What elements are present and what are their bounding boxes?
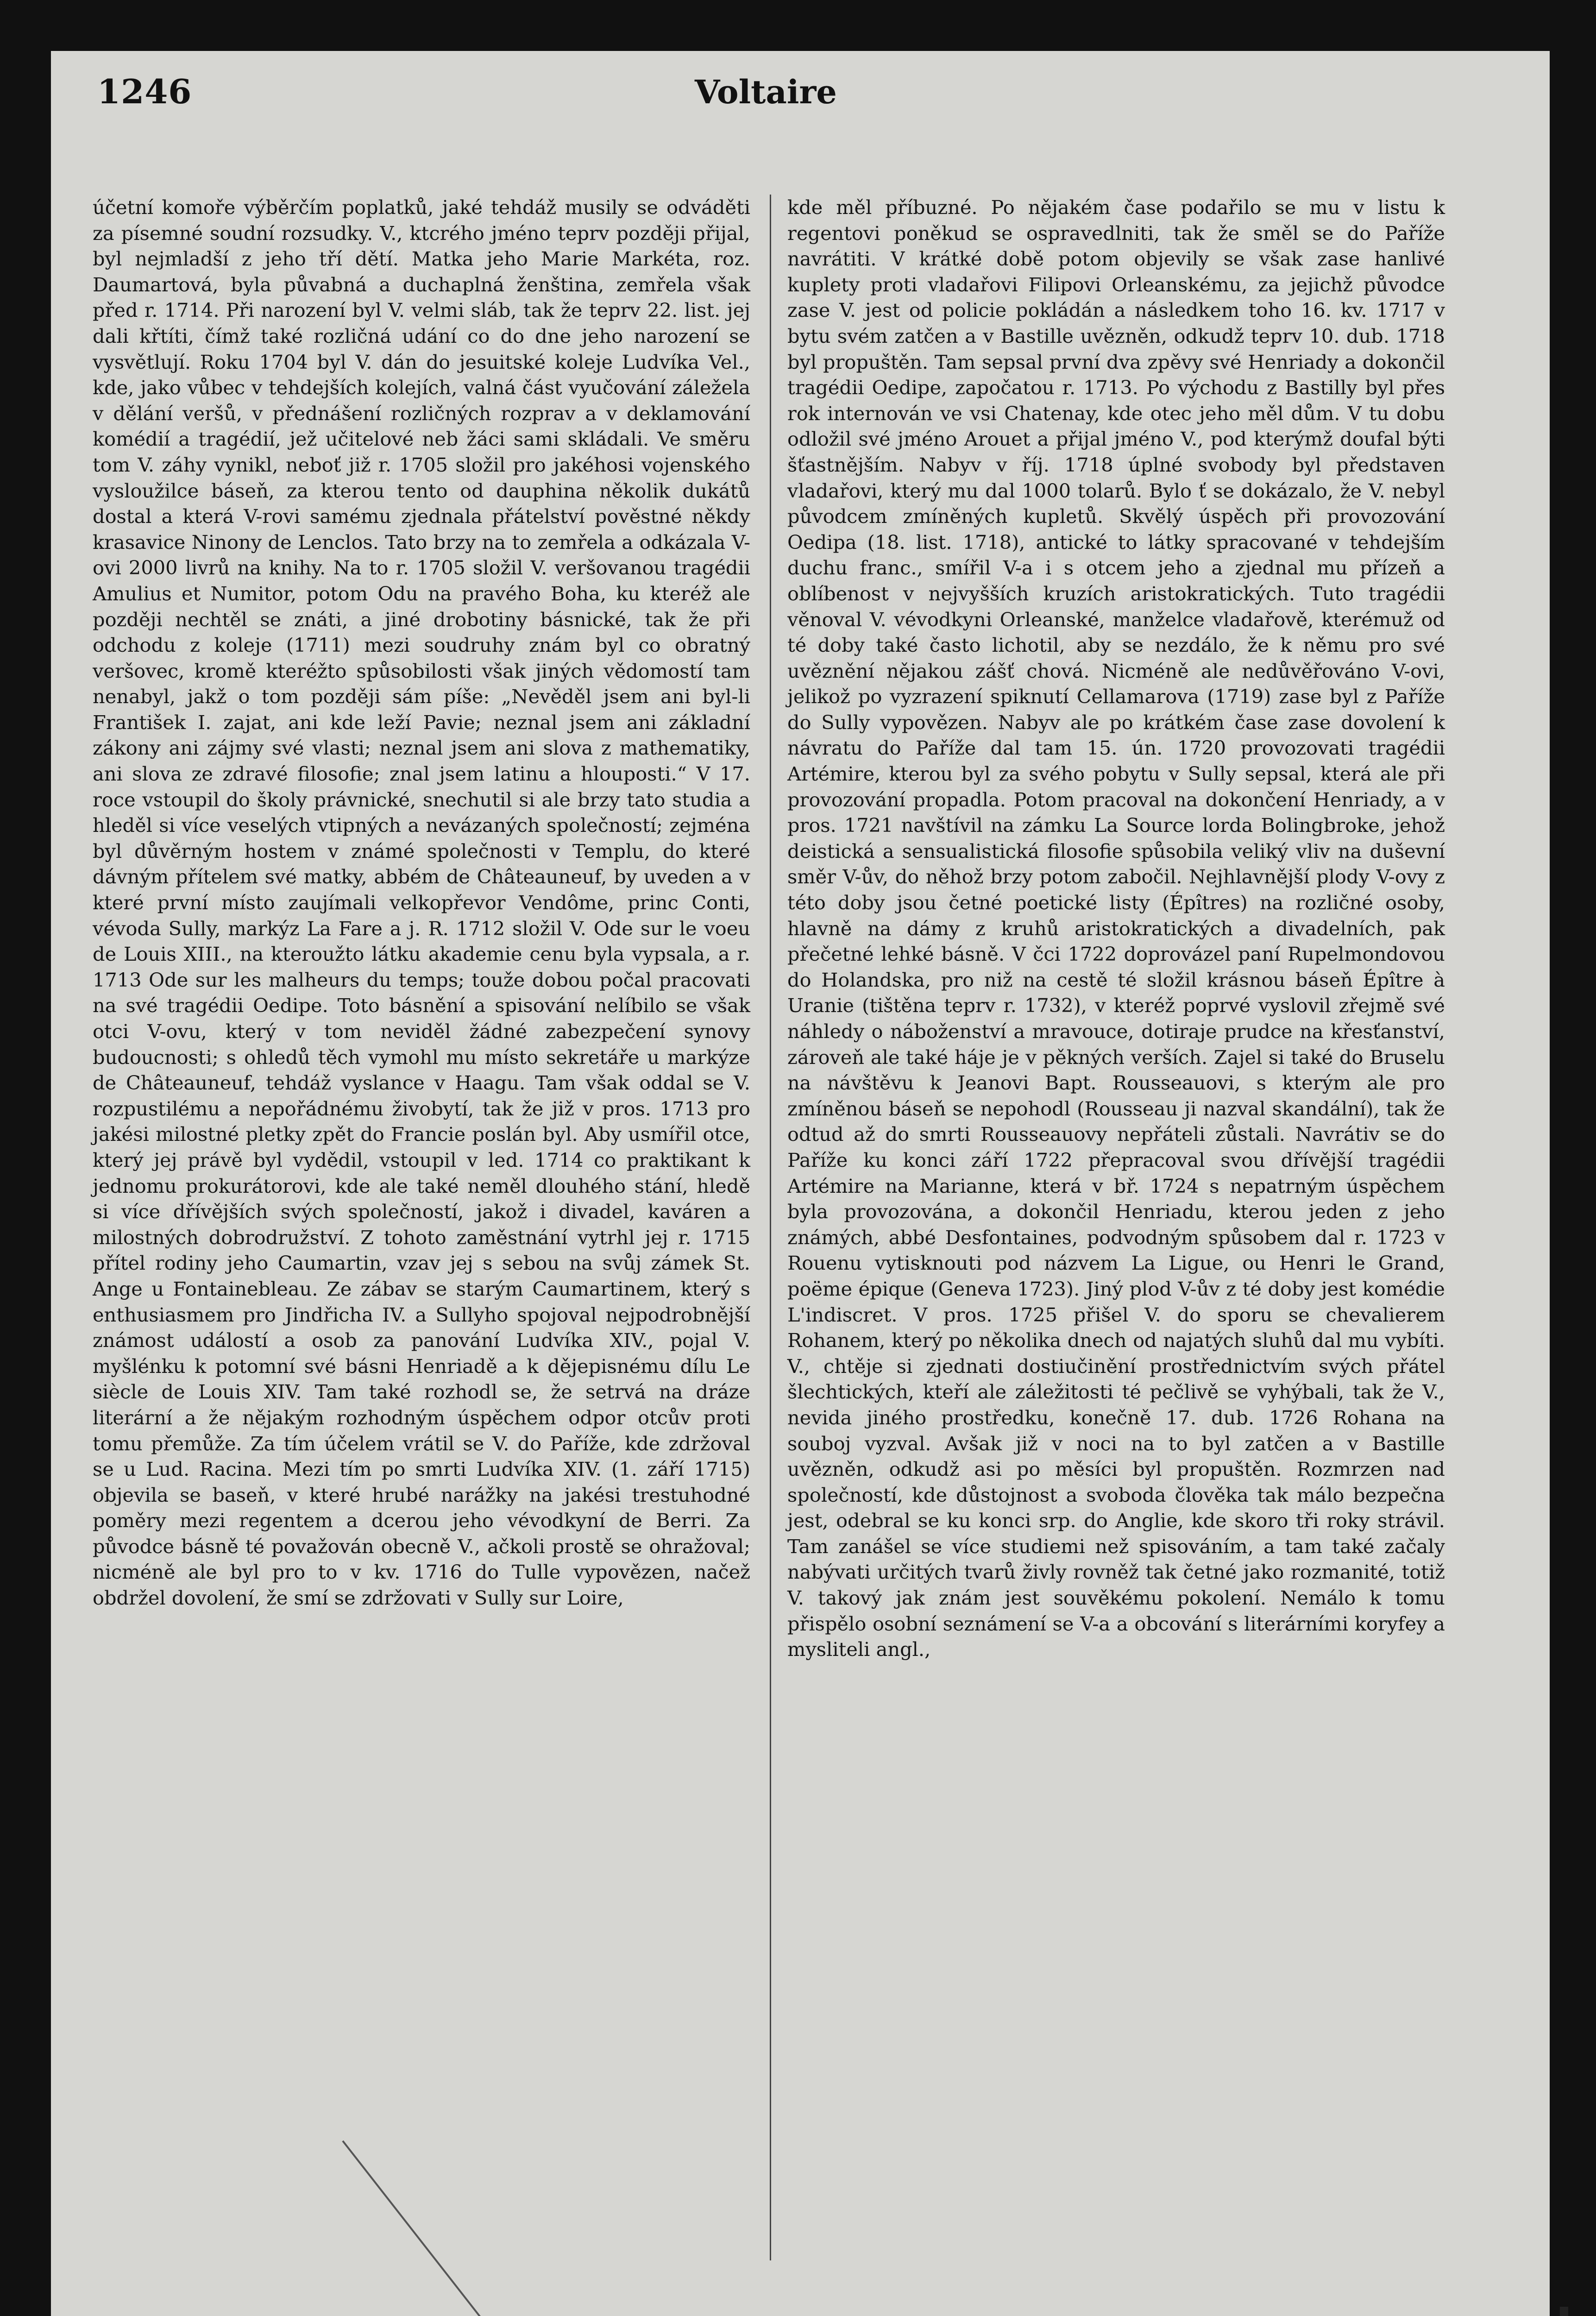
- text-column-right: [787, 195, 1445, 2256]
- page-header: [97, 72, 1440, 123]
- scan-edge-mark: [1560, 2307, 1568, 2316]
- column-text-right: kde měl příbuzné. Po nějakém čase podařilo se mu v listu k regentovi poněkud se ospravedlniti, tak že směl se do Paříže navrátiti. V krátké době potom objevily se však zase hanlivé kuplety proti vladařovi Filipovi Orleanskému, za jejichž původce zase V. jest od policie pokládán a následkem toho 16. kv. 1717 v bytu svém zatčen a v Bastille uvězněn, odkudž teprv 10. dub. 1718 byl propuštěn. Tam sepsal první dva zpěvy své Henriady a dokončil tragédii Oedipe, započatou r. 1713. Po východu z Bastilly byl přes rok internován ve vsi Chatenay, kde otec jeho měl dům. V tu dobu odložil své jméno Arouet a přijal jméno V., pod kterýmž doufal býti šťastnějším. Nabyv v říj. 1718 úplné svobody byl představen vladařovi, který mu dal 1000 tolarů. Bylo ť se dokázalo, že V. nebyl původcem zmíněných kupletů. Skvělý úspěch při provozování Oedipa (18. list. 1718), antické to látky spracované v tehdejším duchu franc., smířil V-a i s otcem jeho a zjednal mu přízeň a oblíbenost v nejvyšších kruzích aristokratických. Tuto tragédii věnoval V. vévodkyni Orleanské, manželce vladařově, kterémuž od té doby také často lichotil, aby se nezdálo, že k němu pro své uvěznění nějakou zášť chová. Nicméně ale nedůvěřováno V-ovi, jelikož po vyzrazení spiknutí Cellamarova (1719) zase byl z Paříže do Sully vypovězen. Nabyv ale po krátkém čase zase dovolení k návratu do Paříže dal tam 15. ún. 1720 provozovati tragédii Artémire, kterou byl za svého pobytu v Sully sepsal, která ale při provozování propadla. Potom pracoval na dokončení Henriady, a v pros. 1721 navštívil na zámku La Source lorda Bolingbroke, jehož deistická a sensualistická filosofie spůsobila veliký vliv na duševní směr V-ův, do něhož brzy potom zabočil. Nejhlavnější plody V-ovy z této doby jsou četné poetické listy (Épîtres) na rozličné osoby, hlavně na dámy z kruhů aristokratických a divadelních, pak přečetné lehké básně. V čci 1722 doprovázel paní Rupelmondovou do Holandska, pro niž na cestě té složil krásnou báseň Épître à Uranie (tištěna teprv r. 1732), v kteréž poprvé vyslovil zřejmě své náhledy o náboženství a mravouce, dotiraje prudce na křesťanství, zároveň ale také háje je v pěkných verších. Zajel si také do Bruselu na návštěvu k Jeanovi Bapt. Rousseauovi, s kterým ale pro zmíněnou báseň se nepohodl (Rousseau ji nazval skandální), tak že odtud až do smrti Rousseauovy nepřáteli zůstali. Navrátiv se do Paříže ku konci září 1722 přepracoval svou dřívější tragédii Artémire na Marianne, která v bř. 1724 s nepatrným úspěchem byla provozována, a dokončil Henriadu, kterou jeden z jeho známých, abbé Desfontaines, podvodným spůsobem dal r. 1723 v Rouenu vytisknouti pod názvem La Ligue, ou Henri le Grand, poëme épique (Geneva 1723). Jiný plod V-ův z té doby jest komédie L'indiscret. V pros. 1725 přišel V. do sporu se chevalierem Rohanem, který po několika dnech od najatých sluhů dal mu vybíti. V., chtěje si zjednati dostiučinění prostřednictvím svých přátel šlechtických, kteří ale záležitosti té pečlivě se vyhýbali, tak že V., nevida jiného prostředku, konečně 17. dub. 1726 Rohana na souboj vyzval. Avšak již v noci na to byl zatčen a v Bastille uvězněn, odkudž asi po měsíci byl propuštěn. Rozmrzen nad společností, kde důstojnost a svoboda člověka tak málo bezpečna jest, odebral se ku konci srp. do Anglie, kde skoro tři roky strávil. Tam zanášel se více studiemi než spisováním, a tam také začaly nabývati určitých tvarů živly rovněž tak četné jako rozmanité, totiž V. takový jak znám jest souvěkému pokolení. Nemálo k tomu přispělo osobní seznámení se V-a a obcování s literárními koryfey a mysliteli angl.,: [787, 196, 1445, 1661]
- column-divider: [770, 195, 771, 2260]
- page-number: 1246: [97, 72, 192, 111]
- running-headword: Voltaire: [695, 73, 837, 111]
- text-column-left: [93, 195, 750, 2256]
- column-text-left: účetní komoře výběrčím poplatků, jaké tehdáž musily se odváděti za písemné soudní rozsudky. V., ktcrého jméno teprv později přijal, byl nejmladší z jeho tří dětí. Matka jeho Marie Markéta, roz. Daumartová, byla půvabná a duchaplná ženština, zemřela však před r. 1714. Při narození byl V. velmi sláb, tak že teprv 22. list. jej dali křtíti, čímž také rozličná udání co do dne jeho narození se vysvětlují. Roku 1704 byl V. dán do jesuitské koleje Ludvíka Vel., kde, jako vůbec v tehdejších kolejích, valná část vyučování záležela v dělání veršů, v přednášení rozličných rozprav a v deklamování komédií a tragédií, jež učitelové neb žáci sami skládali. Ve směru tom V. záhy vynikl, neboť již r. 1705 složil pro jakéhosi vojenského vysloužilce báseň, za kterou tento od dauphina několik dukátů dostal a která V-rovi samému zjednala přátelství pověstné někdy krasavice Ninony de Lenclos. Tato brzy na to zemřela a odkázala V-ovi 2000 livrů na knihy. Na to r. 1705 složil V. veršovanou tragédii Amulius et Numitor, potom Odu na pravého Boha, ku kteréž ale později nechtěl se znáti, a jiné drobotiny básnické, tak že při odchodu z koleje (1711) mezi soudruhy znám byl co obratný veršovec, kromě kteréžto spůsobilosti však jiných vědomostí tam nenabyl, jakž o tom později sám píše: „Nevěděl jsem ani byl-li František I. zajat, ani kde leží Pavie; neznal jsem ani základní zákony ani zájmy své vlasti; neznal jsem ani slova z mathematiky, ani slova ze zdravé filosofie; znal jsem latinu a hlouposti.“ V 17. roce vstoupil do školy právnické, snechutil si ale brzy tato studia a hleděl si více veselých vtipných a nevázaných společností; zejména byl důvěrným hostem v známé společnosti v Templu, do které dávným přítelem své matky, abbém de Châteauneuf, by uveden a v které první místo zaujímali velkopřevor Vendôme, princ Conti, vévoda Sully, markýz La Fare a j. R. 1712 složil V. Ode sur le voeu de Louis XIII., na kteroužto látku akademie cenu byla vypsala, a r. 1713 Ode sur les malheurs du temps; touže dobou počal pracovati na své tragédii Oedipe. Toto básnění a spisování nelíbilo se však otci V-ovu, který v tom neviděl žádné zabezpečení synovy budoucnosti; s ohledů těch vymohl mu místo sekretáře u markýze de Châteauneuf, tehdáž vyslance v Haagu. Tam však oddal se V. rozpustilému a nepořádnému živobytí, tak že již v pros. 1713 pro jakési milostné pletky zpět do Francie poslán byl. Aby usmířil otce, který jej právě byl vydědil, vstoupil v led. 1714 co praktikant k jednomu prokurátorovi, kde ale také neměl dlouhého stání, hledě si více dřívějších svých společností, jakož i divadel, kaváren a milostných dobrodružství. Z tohoto zaměstnání vytrhl jej r. 1715 přítel rodiny jeho Caumartin, vzav jej s sebou na svůj zámek St. Ange u Fontainebleau. Ze zábav se starým Caumartinem, který s enthusiasmem pro Jindřicha IV. a Sullyho spojoval nejpodrobnější známost událostí a osob za panování Ludvíka XIV., pojal V. myšlénku k potomní své básni Henriadě a k dějepisnému dílu Le siècle de Louis XIV. Tam také rozhodl se, že setrvá na dráze literární a že nějakým rozhodným úspěchem odpor otcův proti tomu přemůže. Za tím účelem vrátil se V. do Paříže, kde zdržoval se u Lud. Racina. Mezi tím po smrti Ludvíka XIV. (1. září 1715) objevila se baseň, v které hrubé narážky na jakési trestuhodné poměry mezi regentem a dcerou jeho vévodkyní de Berri. Za původce básně té považován obecně V., ačkoli prostě se ohražoval; nicméně ale byl pro to v kv. 1716 do Tulle vypovězen, načež obdržel dovolení, že smí se zdržovati v Sully sur Loire,: [93, 196, 750, 1610]
